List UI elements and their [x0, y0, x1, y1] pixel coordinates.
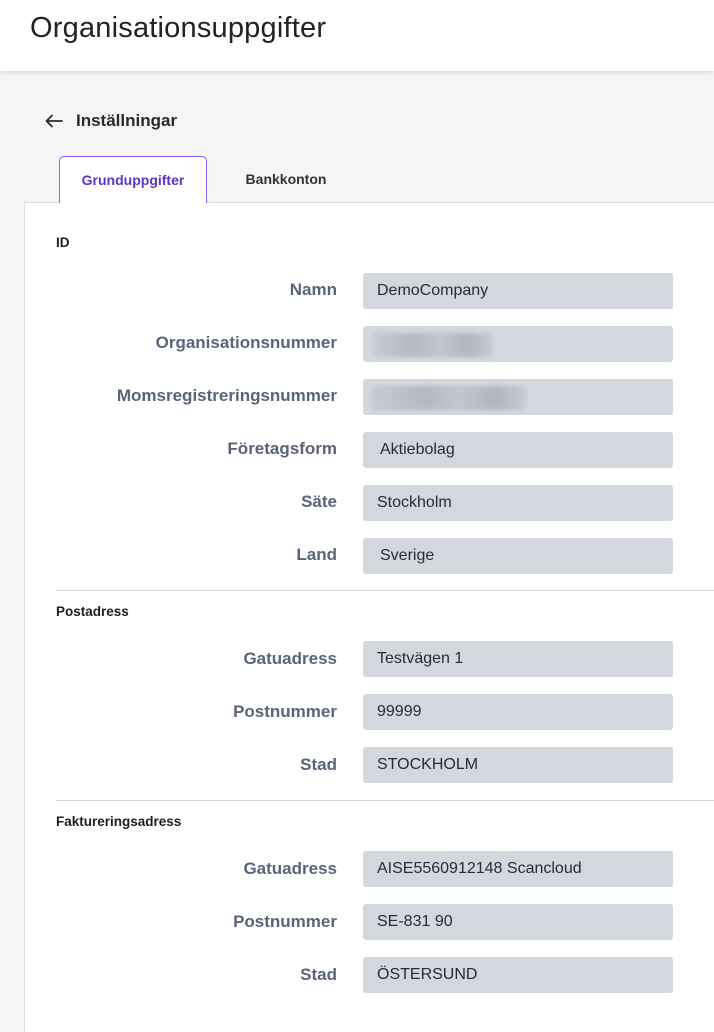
tab-grunduppgifter[interactable]: Grunduppgifter	[59, 156, 207, 203]
tab-bankkonton[interactable]: Bankkonton	[245, 171, 327, 187]
top-bar	[0, 0, 714, 71]
section-divider	[56, 800, 714, 801]
section-title-faktureringsadress: Faktureringsadress	[56, 814, 182, 829]
section-divider	[56, 590, 714, 591]
postadress-gatuadress-field[interactable]: Testvägen 1	[363, 641, 673, 677]
redacted-value	[373, 333, 493, 357]
faktura-postnummer-label: Postnummer	[233, 912, 337, 931]
section-title-postadress: Postadress	[56, 604, 129, 619]
land-label: Land	[296, 545, 337, 564]
page-title: Organisationsuppgifter	[30, 12, 327, 44]
redacted-value	[371, 386, 527, 410]
back-link[interactable]	[45, 108, 177, 134]
postadress-postnummer-label: Postnummer	[233, 702, 337, 721]
postadress-postnummer-field[interactable]: 99999	[363, 694, 673, 730]
postadress-stad-field[interactable]: STOCKHOLM	[363, 747, 673, 783]
namn-field[interactable]: DemoCompany	[363, 273, 673, 309]
foretagsform-select[interactable]: Aktiebolag	[363, 432, 673, 468]
postadress-stad-label: Stad	[300, 755, 337, 774]
organisationsnummer-label: Organisationsnummer	[155, 333, 337, 352]
sate-label: Säte	[301, 492, 337, 511]
sate-field[interactable]: Stockholm	[363, 485, 673, 521]
faktura-postnummer-field[interactable]: SE-831 90	[363, 904, 673, 940]
postadress-gatuadress-label: Gatuadress	[243, 649, 337, 668]
momsregistreringsnummer-field[interactable]	[363, 379, 673, 415]
section-title-id: ID	[56, 235, 70, 250]
namn-label: Namn	[289, 280, 337, 299]
organisationsnummer-field[interactable]	[363, 326, 673, 362]
faktura-stad-field[interactable]: ÖSTERSUND	[363, 957, 673, 993]
back-link-label: Inställningar	[76, 111, 178, 130]
faktura-gatuadress-label: Gatuadress	[243, 859, 337, 878]
settings-card	[24, 202, 714, 1032]
arrow-left-icon	[45, 114, 63, 128]
faktura-stad-label: Stad	[300, 965, 337, 984]
momsregistreringsnummer-label: Momsregistreringsnummer	[116, 386, 337, 405]
land-select[interactable]: Sverige	[363, 538, 673, 574]
faktura-gatuadress-field[interactable]: AISE5560912148 Scancloud	[363, 851, 673, 887]
foretagsform-label: Företagsform	[227, 439, 337, 458]
